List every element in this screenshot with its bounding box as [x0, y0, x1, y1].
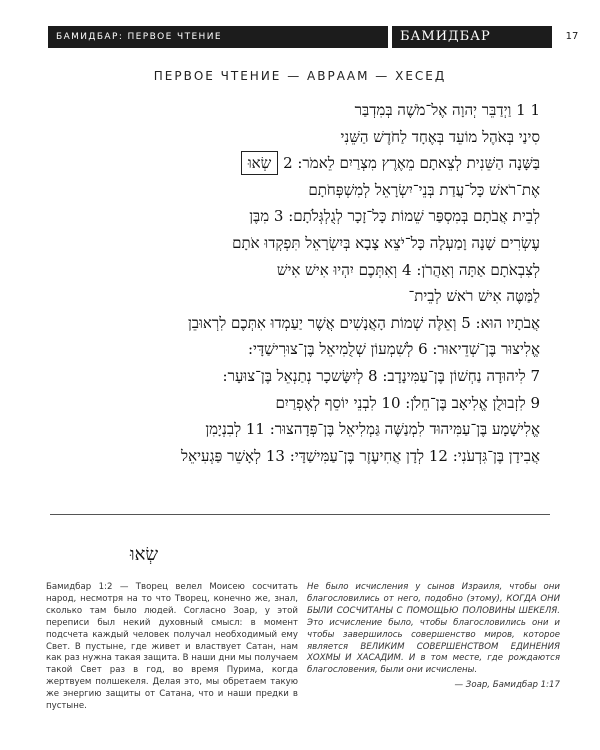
hebrew-line: לְבֵית אֲבֹתָם בְּמִסְפַּר שֵׁמוֹת כָּל־זָכָר לְגֻלְגְּלֹתָם: 3 מִבֶּן [249, 207, 540, 226]
hebrew-line: אֲבִידָן בֶּן־גִּדְעֹנִי: 12 לְדָן אֲחִיעֶזֶר בֶּן־עַמִּישַׁדָּי: 13 לְאָשֵׁר פַּגְעִיאֵל [181, 446, 540, 465]
hebrew-line: עֶשְׂרִים שָׁנָה וָמַעְלָה כָּל־יֹצֵא צָבָא בְּיִשְׂרָאֵל תִּפְקְדוּ אֹתָם [232, 233, 540, 252]
feature-word: שְׂאוּ [130, 544, 159, 565]
boxed-word: שְׂאוּ [241, 151, 278, 175]
header-right-title: БАМИДБАР [392, 26, 552, 48]
commentary-left: Бамидбар 1:2 — Творец велел Моисею сосчитать народ, несмотря на то что Творец, конечно же, знал, сколько там было людей. Согласно Зоар, у этой переписи был некий духовный смысл: в момент подсчета каждый человек получал необходимый ему Свет. В пустыне, где живет и властвует Сатан, нам как раз нужна такая защита. В наши дни мы получаем такой Свет раз в год, во время Пурима, когда жертвуем полшекеля. Делая это, мы обретаем такую же энергию защиты от Сатана, что и наши предки в пустыне. [46, 582, 298, 712]
header-left-title: БАМИДБАР: ПЕРВОЕ ЧТЕНИЕ [48, 26, 388, 48]
commentary-source: — Зоар, Бамидбар 1:17 [454, 680, 560, 691]
hebrew-line: אֱלִישָׁמָע בֶּן־עַמִּיהוּד לִמְנַשֶּׁה גַּמְלִיאֵל בֶּן־פְּדָהצוּר: 11 לְבִנְיָמִן [205, 420, 540, 439]
section-title: ПЕРВОЕ ЧТЕНИЕ — АВРААМ — ХЕСЕД [153, 69, 447, 83]
hebrew-line: 1 1 וַיְדַבֵּר יְהוָה אֶל־מֹשֶׁה בְּמִדְבַּר [354, 101, 540, 119]
hebrew-line: 9 לִזְבוּלֻן אֱלִיאָב בֶּן־חֵלֹן: 10 לִבְנֵי יוֹסֵף לְאֶפְרַיִם [275, 393, 540, 412]
page-number: 17 [565, 31, 579, 42]
hebrew-line: לְצִבְאֹתָם אַתָּה וְאַהֲרֹן: 4 וְאִתְּכֶם יִהְיוּ אִישׁ אִישׁ [276, 260, 540, 279]
hebrew-line-text: בַּשָּׁנָה הַשֵּׁנִית לְצֵאתָם מֵאֶרֶץ מִצְרַיִם לֵאמֹר: 2 [283, 154, 540, 173]
hebrew-line: לַמַּטֶּה אִישׁ רֹאשׁ לְבֵית־ [408, 287, 540, 306]
hebrew-line: אֶת־רֹאשׁ כָּל־עֲדַת בְּנֵי־יִשְׂרָאֵל לְמִשְׁפְּחֹתָם [308, 180, 540, 199]
hebrew-text-block [60, 97, 540, 469]
commentary-right-text: Не было исчисления у сынов Израиля, чтобы они благословились от него, подобно (этому), КОГДА ОНИ БЫЛИ СОСЧИТАНЫ С ПОМОЩЬЮ ПОЛОВИНЫ ШЕКЕЛЯ. Это исчисление было, чтобы благословились они и чтобы завершилось совершенство миров, которое является ВЕЛИКИМ СОВЕРШЕНСТВОМ ЕДИНЕНИЯ ХОХМЫ И ХАСАДИМ. И в том месте, где рождаются благословения, были они исчислены. [307, 582, 560, 676]
hebrew-line: סִינַי בְּאֹהֶל מוֹעֵד בְּאֶחָד לַחֹדֶשׁ הַשֵּׁנִי [340, 127, 540, 146]
divider-rule [50, 514, 550, 515]
hebrew-line: אֱלִיצוּר בֶּן־שְׁדֵיאוּר: 6 לְשִׁמְעוֹן שְׁלֻמִיאֵל בֶּן־צוּרִישַׁדָּי: [247, 340, 540, 359]
running-header [0, 26, 600, 48]
commentary-right [307, 582, 560, 692]
hebrew-line [60, 150, 540, 177]
hebrew-line: אֲבֹתָיו הוּא: 5 וְאֵלֶּה שְׁמוֹת הָאֲנָשִׁים אֲשֶׁר יַעַמְדוּ אִתְּכֶם לִרְאוּבֵן [187, 313, 540, 332]
hebrew-line: 7 לִיהוּדָה נַחְשׁוֹן בֶּן־עַמִּינָדָב: 8 לְיִשָּׂשכָר נְתַנְאֵל בֶּן־צוּעָר: [222, 366, 540, 385]
